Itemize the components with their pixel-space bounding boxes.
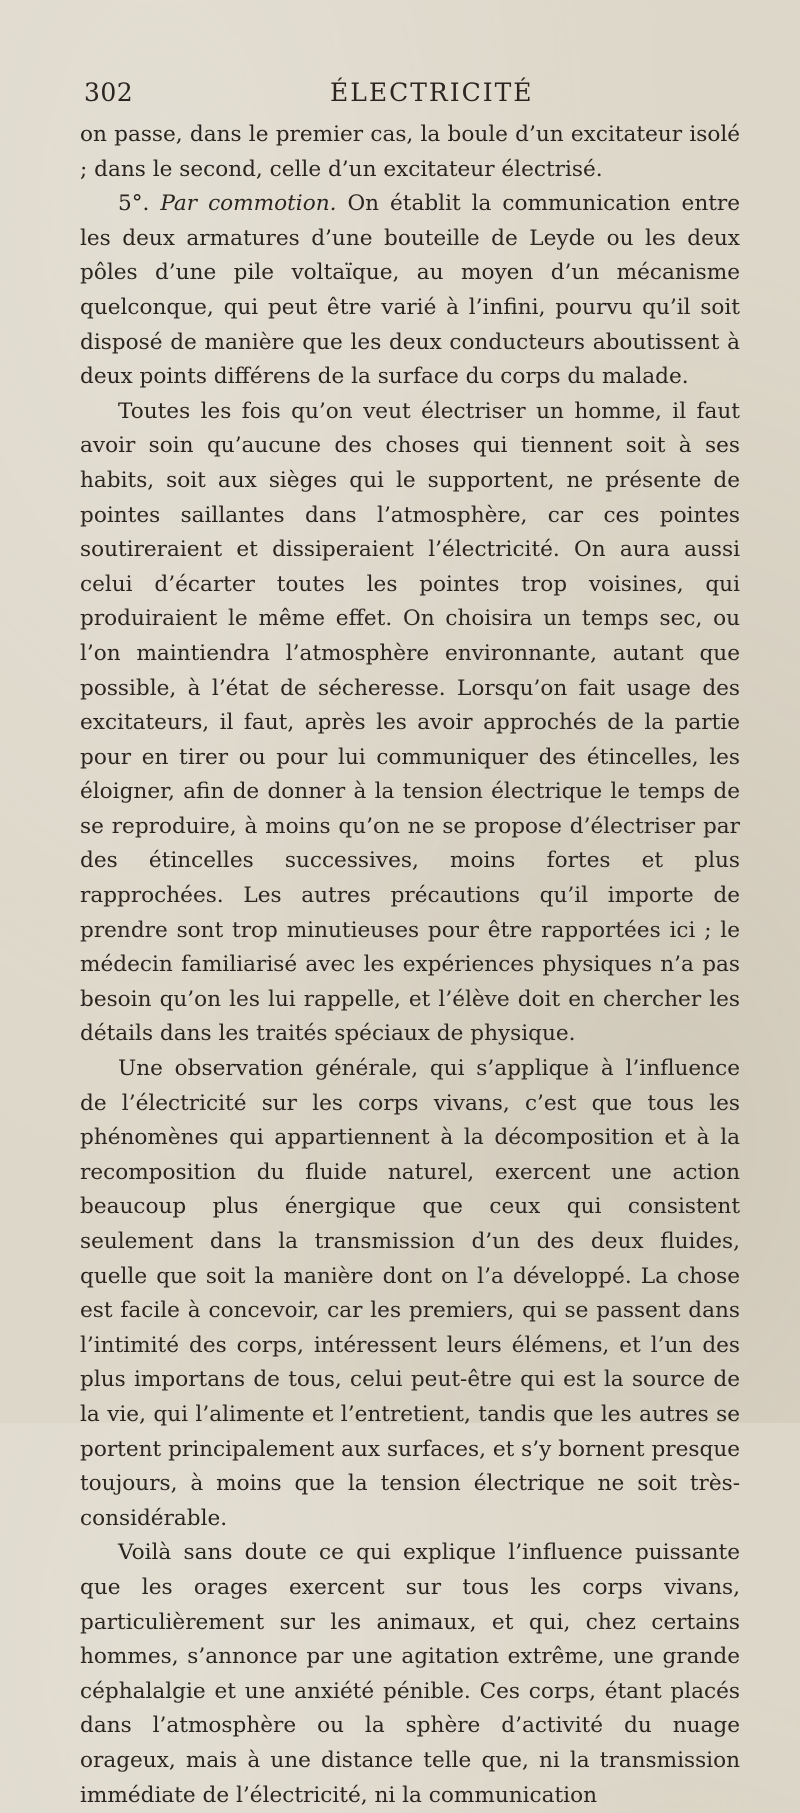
page-header [84,78,744,118]
page-number: 302 [84,78,134,107]
paragraph [80,1052,740,1536]
paragraph-text: Voilà sans doute ce qui explique l’influence puissante que les orages exercent sur tous les corps vivans, particulièrement sur les animaux, et qui, chez certains hommes, s’annonce par une agitation extrême, une grande céphalalgie et une anxiété pénible. Ces corps, étant placés dans l’atmosphère ou la sphère d’activité du nuage orageux, mais à une distance telle que, ni la transmission immédiate de l’électricité, ni la communication [80,1540,740,1808]
paragraph-lead: 5°. [118,191,161,217]
paragraph-text: Une observation générale, qui s’applique à l’influence de l’électricité sur les corps vivans, c’est que tous les phénomènes qui appartiennent à la décomposition et à la recomposition du fluide naturel, exercent une action beaucoup plus énergique que ceux qui consistent seulement dans la transmission d’un des deux fluides, quelle que soit la manière dont on l’a développé. La chose est facile à concevoir, car les premiers, qui se passent dans l’intimité des corps, intéressent leurs élémens, et l’un des plus importans de tous, celui peut-être qui est la source de la vie, qui l’alimente et l’entretient, tandis que les autres se portent principalement aux surfaces, et s’y bornent presque toujours, à moins que la tension électrique ne soit très-considérable. [80,1056,740,1531]
paragraph-italic-heading: Par commotion. [160,191,337,217]
paragraph [80,118,740,187]
paragraph [80,187,740,395]
paragraph-text: on passe, dans le premier cas, la boule d’un excitateur isolé ; dans le second, celle d’un excitateur électrisé. [80,122,740,182]
paragraph-text: Toutes les fois qu’on veut électriser un homme, il faut avoir soin qu’aucune des choses qui tiennent soit à ses habits, soit aux sièges qui le supportent, ne présente de pointes saillantes dans l’atmosphère, car ces pointes soutireraient et dissiperaient l’électricité. On aura aussi celui d’écarter toutes les pointes trop voisines, qui produiraient le même effet. On choisira un temps sec, ou l’on maintiendra l’atmosphère environnante, autant que possible, à l’état de sécheresse. Lorsqu’on fait usage des excitateurs, il faut, après les avoir approchés de la partie pour en tirer ou pour lui communiquer des étincelles, les éloigner, afin de donner à la tension électrique le temps de se reproduire, à moins qu’on ne se propose d’électriser par des étincelles successives, moins fortes et plus rapprochées. Les autres précautions qu’il importe de prendre sont trop minutieuses pour être rapportées ici ; le médecin familiarisé avec les expériences physiques n’a pas besoin qu’on les lui rappelle, et l’élève doit en chercher les détails dans les traités spéciaux de physique. [80,398,740,1047]
body-text [80,118,740,1813]
running-title: ÉLECTRICITÉ [330,78,534,107]
paragraph [80,395,740,1052]
paragraph [80,1536,740,1813]
paragraph-text: On établit la communication entre les deux armatures d’une bouteille de Leyde ou les deux pôles d’une pile voltaïque, au moyen d’un mécanisme quelconque, qui peut être varié à l’infini, pourvu qu’il soit disposé de manière que les deux conducteurs aboutissent à deux points différens de la surface du corps du malade. [80,191,740,390]
